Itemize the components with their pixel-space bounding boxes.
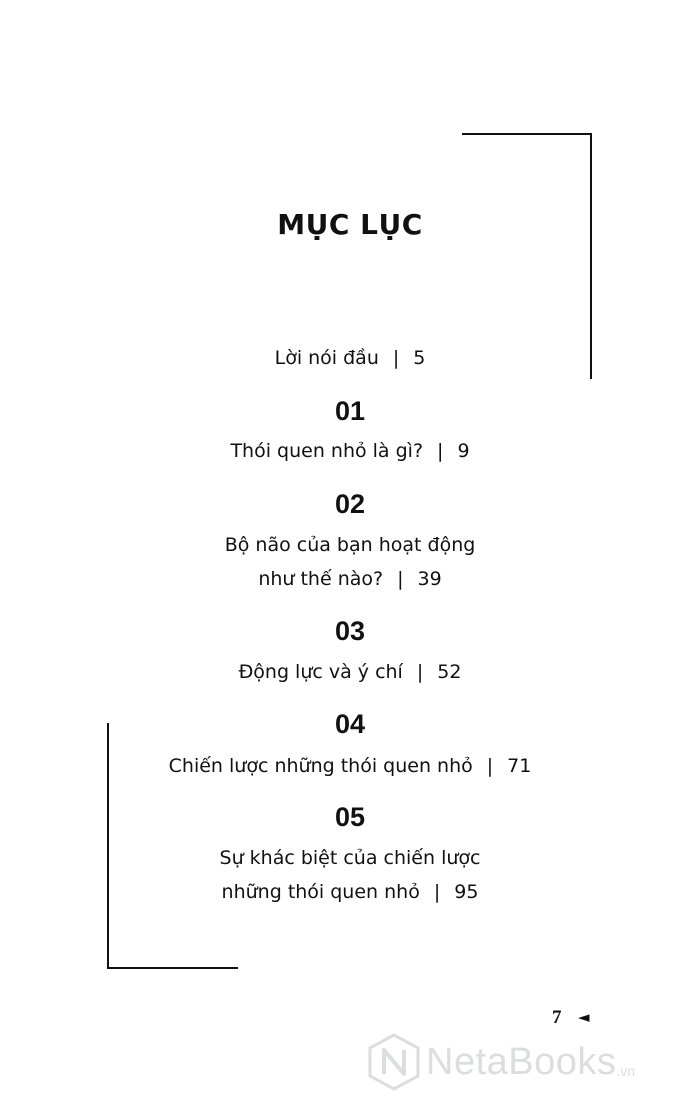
toc-entry-page: 71 <box>507 755 532 777</box>
chapter-number: 02 <box>334 489 366 519</box>
chapter-number: 03 <box>334 616 366 646</box>
chapter-number: 04 <box>334 709 366 739</box>
toc-entry-page: 52 <box>437 661 462 683</box>
toc-entry-separator: | <box>392 347 400 369</box>
toc-entry-label: Thói quen nhỏ là gì? <box>230 440 424 462</box>
watermark-text: NetaBooks <box>426 1040 617 1083</box>
toc-entry-separator: | <box>397 568 404 590</box>
page-number: 7 <box>552 1007 562 1028</box>
toc-entry-chapter-05-line-1 <box>0 841 700 875</box>
toc-entry-label: Sự khác biệt của chiến lược <box>219 847 481 869</box>
toc-entry-chapter-02-line-1 <box>0 528 700 562</box>
toc-entry-separator: | <box>437 440 444 462</box>
toc-entry-preface <box>0 341 700 375</box>
toc-entry-separator: | <box>486 755 494 777</box>
toc-entry-page: 9 <box>457 440 470 462</box>
toc-entry-page: 39 <box>417 568 442 590</box>
left-arrow-icon: ◄ <box>578 1008 590 1026</box>
toc-entry-page: 95 <box>454 881 479 903</box>
toc-entry-label: Lời nói đầu <box>274 347 379 369</box>
chapter-number: 01 <box>334 396 366 426</box>
toc-entry-label: Động lực và ý chí <box>238 661 403 683</box>
frame-bottom-horizontal-line <box>107 967 238 969</box>
toc-entry-chapter-02-line-2 <box>0 562 700 596</box>
toc-entry-chapter-04 <box>0 749 700 783</box>
netabooks-logo-icon <box>366 1032 422 1092</box>
toc-entry-chapter-01 <box>0 434 700 468</box>
toc-entry-label: những thói quen nhỏ <box>221 881 420 903</box>
toc-entry-page: 5 <box>413 347 426 369</box>
page-title: MỤC LỤC <box>277 208 423 241</box>
toc-entry-label: Bộ não của bạn hoạt động <box>224 534 476 556</box>
toc-entry-separator: | <box>433 881 441 903</box>
watermark-suffix: .vn <box>616 1063 636 1079</box>
toc-entry-separator: | <box>416 661 424 683</box>
chapter-number: 05 <box>334 802 366 832</box>
toc-entry-chapter-05-line-2 <box>0 875 700 909</box>
watermark <box>366 1031 700 1093</box>
frame-top-horizontal-line <box>462 133 592 135</box>
toc-entry-label: như thế nào? <box>258 568 384 590</box>
toc-entry-chapter-03 <box>0 655 700 689</box>
toc-entry-label: Chiến lược những thói quen nhỏ <box>168 755 473 777</box>
